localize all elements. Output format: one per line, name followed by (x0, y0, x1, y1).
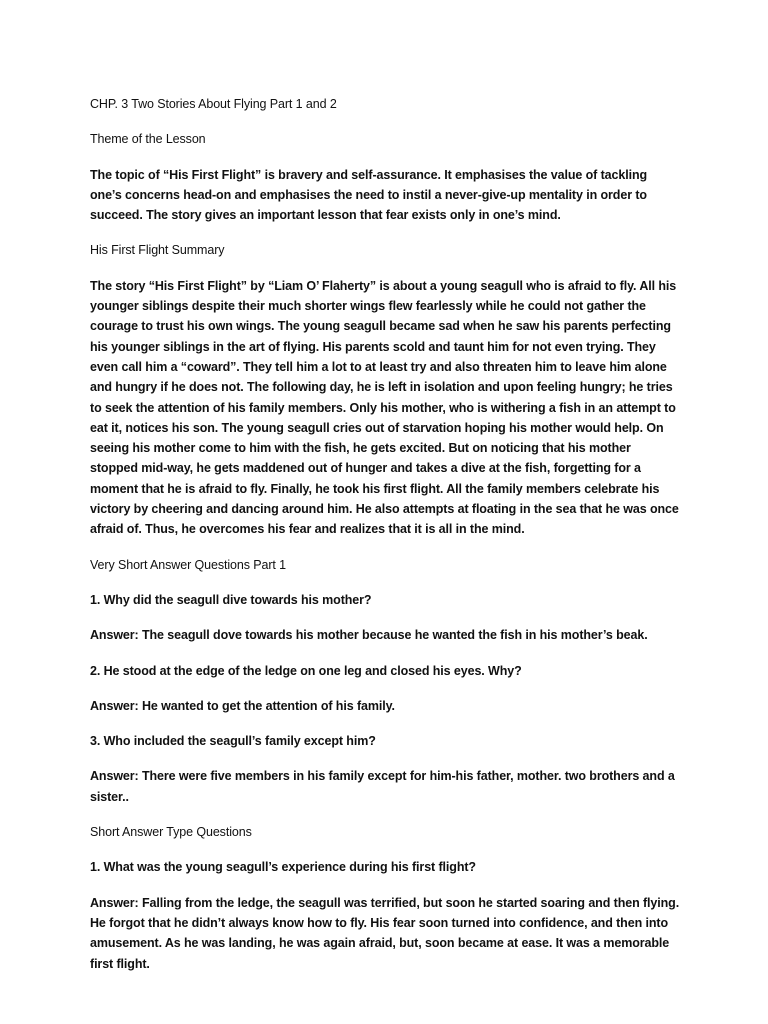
summary-paragraph: The story “His First Flight” by “Liam O’ Flaherty” is about a young seagull who is afraid to fly. All his younger siblings despite their much shorter wings flew fearlessly while he could not gather the courage to trust his own wings. The young seagull became sad when he saw his parents perfecting his younger siblings in the art of flying. His parents scold and taunt him for not even trying. They even call him a “coward”. They tell him a lot to at least try and also threaten him to leave him alone and hungry if he does not. The following day, he is left in isolation and upon feeling hungry; he tries to seek the attention of his family members. Only his mother, who is withering a fish in an attempt to eat it, notices his son. The young seagull cries out of starvation hoping his mother would help. On seeing his mother come to him with the fish, he gets excited. But on noticing that his mother stopped mid-way, he gets maddened out of hunger and takes a dive at the fish, forgetting for a moment that he is afraid to fly. Finally, he took his first flight. All the family members celebrate his victory by cheering and dancing around him. He also attempts at floating in the sea that he was once afraid of. Thus, he overcomes his fear and realizes that it is all in the mind. (90, 278, 679, 537)
vsa-answer-2: Answer: He wanted to get the attention of his family. (90, 698, 395, 713)
very-short-answer-heading: Very Short Answer Questions Part 1 (90, 557, 287, 572)
sa-answer-1: Answer: Falling from the ledge, the seagull was terrified, but soon he started soaring and then flying. He forgot that he didn’t always know how to fly. His fear soon turned into confidence, and then into amusement. As he was landing, he was again afraid, but, soon became at ease. It was a memorable first flight. (90, 895, 680, 971)
vsa-question-3: 3. Who included the seagull’s family except him? (90, 734, 376, 749)
theme-paragraph: The topic of “His First Flight” is bravery and self-assurance. It emphasises the value of tackling one’s concerns head-on and emphasises the need to instil a never-give-up mentality in order to succeed. The story gives an important lesson that fear exists only in one’s mind. (90, 167, 648, 223)
summary-heading: His First Flight Summary (90, 243, 225, 258)
document-page (90, 94, 680, 989)
theme-heading: Theme of the Lesson (90, 132, 206, 147)
document-title: CHP. 3 Two Stories About Flying Part 1 and 2 (90, 97, 337, 111)
short-answer-heading: Short Answer Type Questions (90, 825, 252, 840)
vsa-answer-3: Answer: There were five members in his family except for him-his father, mother. two brothers and a sister.. (90, 769, 675, 804)
vsa-answer-1: Answer: The seagull dove towards his mother because he wanted the fish in his mother’s beak. (90, 628, 648, 643)
vsa-question-1: 1. Why did the seagull dive towards his mother? (90, 592, 372, 607)
vsa-question-2: 2. He stood at the edge of the ledge on one leg and closed his eyes. Why? (90, 663, 522, 678)
sa-question-1: 1. What was the young seagull’s experience during his first flight? (90, 860, 476, 875)
